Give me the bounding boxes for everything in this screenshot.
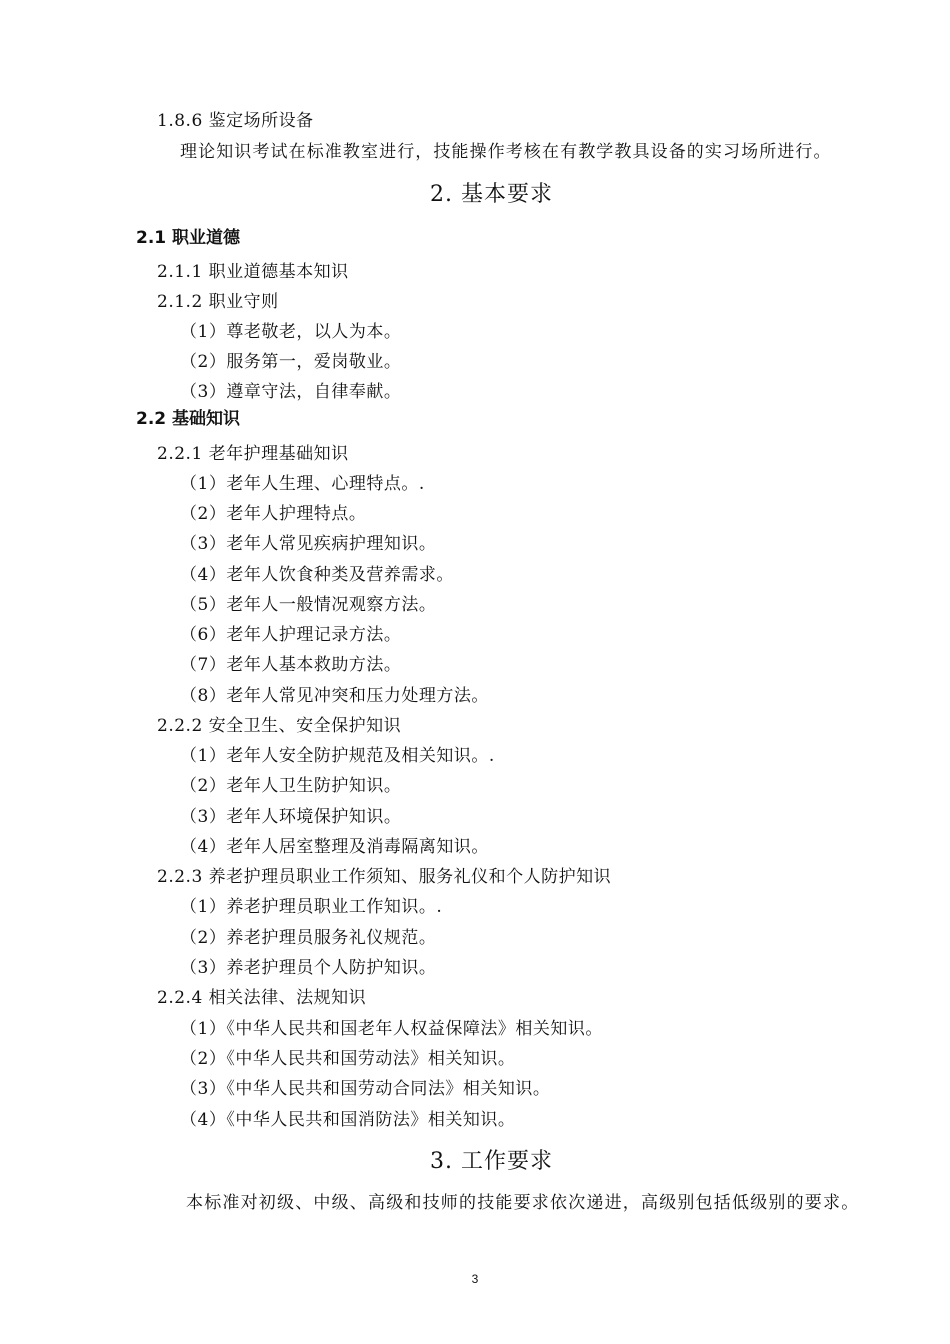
list-item: （7）老年人基本救助方法。: [180, 655, 402, 675]
list-item: （1）尊老敬老，以人为本。: [180, 322, 402, 342]
list-item: （1）老年人生理、心理特点。.: [180, 474, 425, 494]
list-item: （2）养老护理员服务礼仪规范。: [180, 928, 437, 948]
list-item: （4）老年人居室整理及消毒隔离知识。: [180, 837, 489, 857]
subsection-heading: 2.2.3 养老护理员职业工作须知、服务礼仪和个人防护知识: [157, 867, 612, 887]
list-item: （6）老年人护理记录方法。: [180, 625, 402, 645]
list-item: （3）养老护理员个人防护知识。: [180, 958, 437, 978]
body-text: 理论知识考试在标准教室进行，技能操作考核在有教学教具设备的实习场所进行。: [180, 142, 832, 162]
body-paragraph: 本标准对初级、中级、高级和技师的技能要求依次递进，高级别包括低级别的要求。: [186, 1193, 860, 1213]
subsection-heading: 2.2.1 老年护理基础知识: [157, 444, 349, 464]
list-item: （3）老年人环境保护知识。: [180, 807, 402, 827]
subsection-heading: 2.1 职业道德: [136, 228, 241, 248]
subsection-heading: 2.1.1 职业道德基本知识: [157, 262, 349, 282]
list-item: （5）老年人一般情况观察方法。: [180, 595, 437, 615]
page-number: 3: [471, 1272, 479, 1286]
list-item: （8）老年人常见冲突和压力处理方法。: [180, 686, 489, 706]
list-item: （3）《中华人民共和国劳动合同法》相关知识。: [180, 1079, 551, 1099]
list-item: （3）遵章守法，自律奉献。: [180, 382, 402, 402]
subsection-heading: 2.1.2 职业守则: [157, 292, 279, 312]
section-heading: 3. 工作要求: [430, 1149, 553, 1174]
list-item: （2）服务第一，爱岗敬业。: [180, 352, 402, 372]
subsection-heading: 1.8.6 鉴定场所设备: [157, 111, 314, 131]
list-item: （1）老年人安全防护规范及相关知识。.: [180, 746, 495, 766]
list-item: （2）老年人卫生防护知识。: [180, 776, 402, 796]
subsection-heading: 2.2.2 安全卫生、安全保护知识: [157, 716, 402, 736]
list-item: （4）老年人饮食种类及营养需求。: [180, 565, 454, 585]
subsection-heading: 2.2 基础知识: [136, 409, 241, 429]
list-item: （4）《中华人民共和国消防法》相关知识。: [180, 1110, 516, 1130]
subsection-heading: 2.2.4 相关法律、法规知识: [157, 988, 367, 1008]
list-item: （3）老年人常见疾病护理知识。: [180, 534, 437, 554]
section-heading: 2. 基本要求: [430, 182, 553, 207]
list-item: （1）《中华人民共和国老年人权益保障法》相关知识。: [180, 1019, 603, 1039]
list-item: （2）《中华人民共和国劳动法》相关知识。: [180, 1049, 516, 1069]
list-item: （1）养老护理员职业工作知识。.: [180, 897, 443, 917]
list-item: （2）老年人护理特点。: [180, 504, 367, 524]
